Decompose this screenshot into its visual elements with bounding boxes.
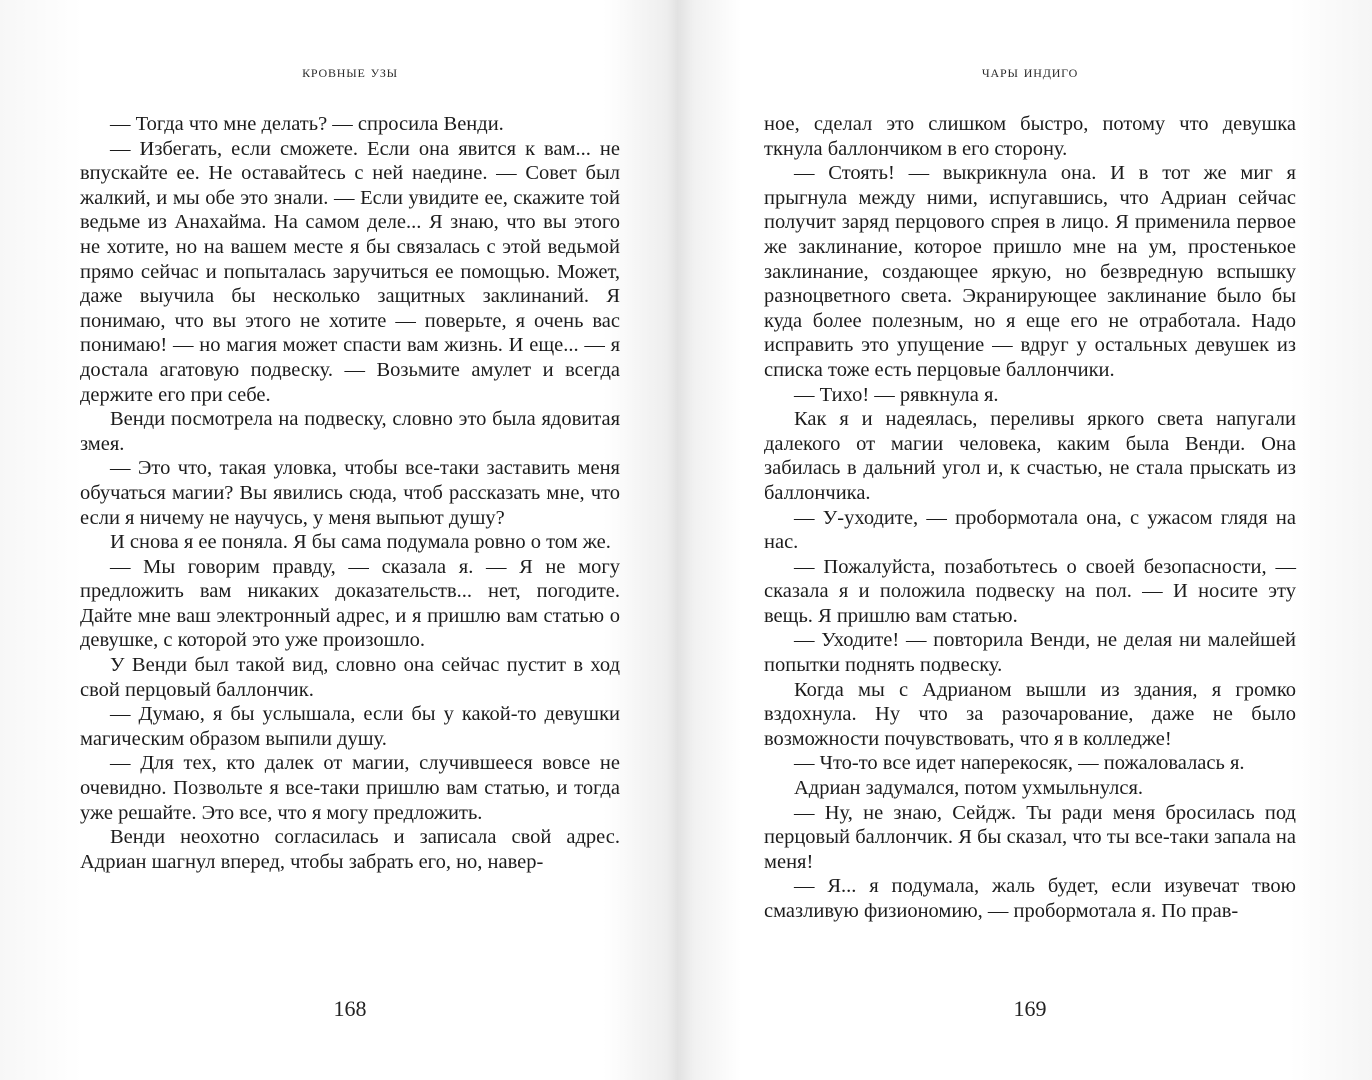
- left-page-number: 168: [333, 996, 367, 1021]
- paragraph: Венди неохотно согласилась и записала свой адрес. Адриан шагнул вперед, чтобы забрать его, но, навер-: [80, 826, 620, 873]
- paragraph: Когда мы с Адрианом вышли из здания, я громко вздохнула. Ну что за разочарование, даже не было возможности почувствовать, что я в колледже!: [764, 678, 1296, 750]
- paragraph: — Думаю, я бы услышала, если бы у какой-то девушки магическим образом выпили душу.: [80, 703, 620, 750]
- paragraph: — Что-то все идет наперекосяк, — пожаловалась я.: [794, 752, 1245, 775]
- paragraph: — Тогда что мне делать? — спросила Венди.: [110, 113, 504, 135]
- right-running-head: чары индиго: [981, 62, 1079, 81]
- continuation-paragraph: ное, сделал это слишком быстро, потому что девушка ткнула баллончиком в его сторону.: [764, 113, 1296, 160]
- paragraph: — У-уходите, — пробормотала она, с ужасом глядя на нас.: [764, 506, 1296, 554]
- paragraph: — Тихо! — рявкнула я.: [794, 383, 999, 406]
- paragraph: — Я... я подумала, жаль будет, если изувечат твою смазливую физиономию, — пробормотала я. По прав-: [764, 875, 1296, 922]
- paragraph: И снова я ее поняла. Я бы сама подумала ровно о том же.: [110, 531, 611, 554]
- paragraph: — Мы говорим правду, — сказала я. — Я не могу предложить вам никаких доказательств... нет, погодите. Дайте мне ваш электронный адрес, и я пришлю вам статью о девушке, с которой это уже произошло.: [80, 555, 620, 652]
- paragraph: — Ну, не знаю, Сейдж. Ты ради меня бросилась под перцовый баллончик. Я бы сказал, что ты все-таки запала на меня!: [764, 801, 1296, 873]
- right-page-number: 169: [1013, 996, 1047, 1021]
- paragraph: Венди посмотрела на подвеску, словно это была ядовитая змея.: [80, 408, 620, 455]
- paragraph: — Для тех, кто далек от магии, случившееся вовсе не очевидно. Позвольте я все-таки пришлю вам статью, и тогда уже решайте. Это все, что я могу предложить.: [80, 752, 620, 824]
- left-page: [80, 0, 620, 1080]
- left-page-text: [80, 112, 620, 874]
- paragraph: — Уходите! — повторила Венди, не делая ни малейшей попытки поднять подвеску.: [764, 629, 1296, 677]
- paragraph: — Это что, такая уловка, чтобы все-таки заставить меня обучаться магии? Вы явились сюда, чтоб рассказать мне, что если я ничему не научусь, у меня выпьют душу?: [80, 457, 620, 529]
- paragraph: — Пожалуйста, позаботьтесь о своей безопасности, — сказала я и положила подвеску на пол. — И носите эту вещь. Я пришлю вам статью.: [764, 555, 1296, 627]
- right-page: [764, 0, 1296, 1080]
- left-running-head: кровные узы: [302, 62, 398, 81]
- paragraph: — Стоять! — выкрикнула она. И в тот же миг я прыгнула между ними, испугавшись, что Адриан сейчас получит заряд перцового спрея в лицо. Я применила первое же заклинание, которое пришло мне на ум, простенькое заклинание, создающее яркую, но безвредную вспышку разноцветного света. Экранирующее заклинание было бы куда более полезным, но я еще его не отработала. Надо исправить это упущение — вдруг у остальных девушек из списка тоже есть перцовые баллончики.: [764, 162, 1296, 381]
- right-page-text: [764, 112, 1296, 924]
- paragraph: — Избегать, если сможете. Если она явится к вам... не впускайте ее. Не оставайтесь с ней наедине. — Совет был жалкий, и мы обе это знали. — Если увидите ее, скажите той ведьме из Анахайма. На самом деле... Я знаю, что вы этого не хотите, но на вашем месте я бы связалась с этой ведьмой прямо сейчас и попыталась заручиться ее помощью. Может, даже выучила бы несколько защитных заклинаний. Я понимаю, что вы этого не хотите — поверьте, я очень вас понимаю! — но магия может спасти вам жизнь. И еще... — я достала агатовую подвеску. — Возьмите амулет и всегда держите его при себе.: [80, 137, 620, 406]
- paragraph: Как я и надеялась, переливы яркого света напугали далекого от магии человека, каким была Венди. Она забилась в дальний угол и, к счастью, не стала прыскать из баллончика.: [764, 408, 1296, 504]
- paragraph: У Венди был такой вид, словно она сейчас пустит в ход свой перцовый баллончик.: [80, 654, 620, 701]
- paragraph: Адриан задумался, потом ухмыльнулся.: [794, 777, 1144, 800]
